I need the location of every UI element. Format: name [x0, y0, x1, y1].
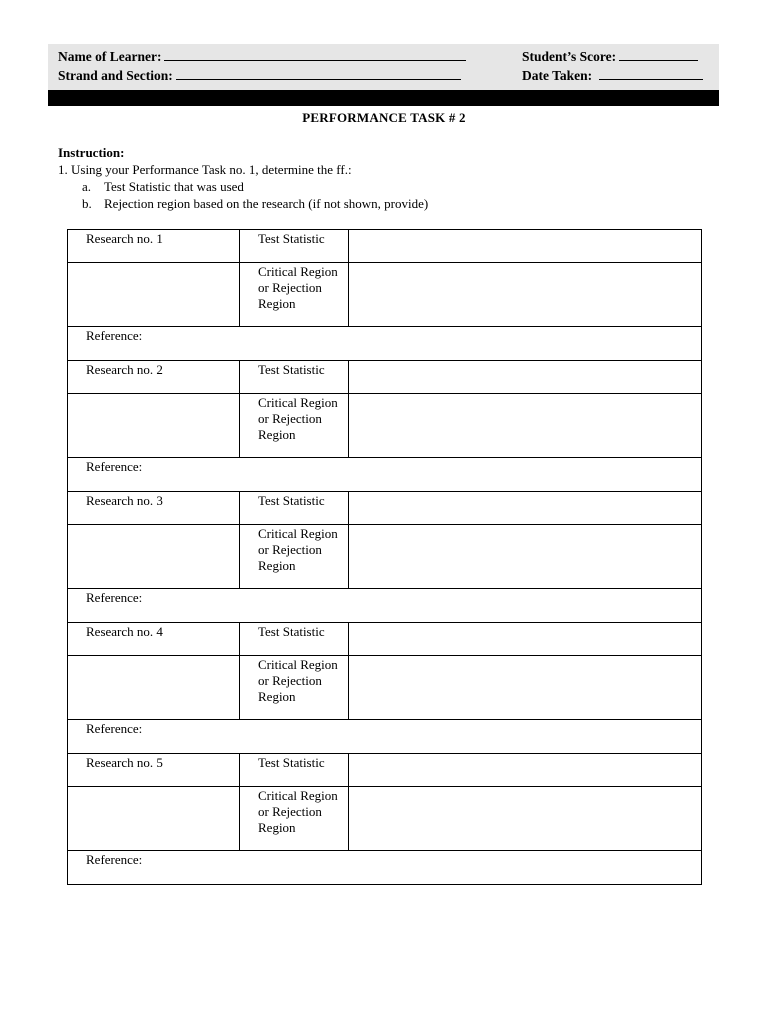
table-row [68, 525, 702, 589]
test-statistic-answer-cell[interactable] [349, 623, 702, 656]
name-of-learner-blank[interactable] [164, 47, 466, 61]
learner-info-header [48, 44, 719, 90]
research-label-cell [68, 623, 240, 656]
critical-region-label-cell [240, 263, 349, 327]
strand-section-field[interactable] [58, 66, 461, 86]
empty-cell [68, 263, 240, 327]
critical-region-label: Critical Region or Rejection Region [258, 788, 338, 835]
table-row [68, 589, 702, 623]
date-taken-field[interactable] [522, 66, 703, 86]
reference-label: Reference: [86, 721, 143, 736]
test-statistic-answer-cell[interactable] [349, 492, 702, 525]
empty-cell [68, 656, 240, 720]
table-row [68, 458, 702, 492]
research-label: Research no. 4 [86, 624, 163, 639]
table-row [68, 361, 702, 394]
table-row [68, 754, 702, 787]
test-statistic-label: Test Statistic [258, 755, 325, 770]
instruction-item-b [58, 195, 428, 212]
reference-label: Reference: [86, 328, 143, 343]
critical-region-answer-cell[interactable] [349, 394, 702, 458]
critical-region-answer-cell[interactable] [349, 525, 702, 589]
research-label: Research no. 2 [86, 362, 163, 377]
page-title: PERFORMANCE TASK # 2 [302, 110, 466, 125]
critical-region-label: Critical Region or Rejection Region [258, 264, 338, 311]
instruction-item-text: Test Statistic that was used [104, 179, 244, 194]
test-statistic-answer-cell[interactable] [349, 230, 702, 263]
critical-region-label-cell [240, 656, 349, 720]
test-statistic-answer-cell[interactable] [349, 361, 702, 394]
critical-region-label-cell [240, 525, 349, 589]
date-taken-label: Date Taken: [522, 68, 593, 83]
header-row-1 [58, 47, 719, 67]
test-statistic-label-cell [240, 754, 349, 787]
research-label: Research no. 3 [86, 493, 163, 508]
table-row [68, 263, 702, 327]
reference-label: Reference: [86, 852, 143, 867]
reference-label: Reference: [86, 590, 143, 605]
critical-region-label-cell [240, 787, 349, 851]
strand-section-label: Strand and Section: [58, 68, 173, 83]
instruction-heading: Instruction: [58, 145, 125, 160]
research-label: Research no. 5 [86, 755, 163, 770]
critical-region-answer-cell[interactable] [349, 263, 702, 327]
test-statistic-answer-cell[interactable] [349, 754, 702, 787]
table-row [68, 492, 702, 525]
test-statistic-label: Test Statistic [258, 624, 325, 639]
name-of-learner-label: Name of Learner: [58, 49, 162, 64]
students-score-blank[interactable] [619, 47, 698, 61]
critical-region-answer-cell[interactable] [349, 787, 702, 851]
critical-region-label-cell [240, 394, 349, 458]
table-row [68, 327, 702, 361]
empty-cell [68, 787, 240, 851]
header-row-2 [58, 66, 719, 86]
name-of-learner-field[interactable] [58, 47, 466, 67]
test-statistic-label-cell [240, 361, 349, 394]
test-statistic-label-cell [240, 230, 349, 263]
instruction-item-a [58, 178, 428, 195]
table-row [68, 787, 702, 851]
students-score-label: Student’s Score: [522, 49, 617, 64]
date-taken-blank[interactable] [599, 66, 703, 80]
research-label-cell [68, 361, 240, 394]
reference-cell[interactable] [68, 458, 702, 492]
empty-cell [68, 525, 240, 589]
test-statistic-label: Test Statistic [258, 493, 325, 508]
test-statistic-label: Test Statistic [258, 362, 325, 377]
performance-task-table [67, 229, 702, 885]
research-label-cell [68, 492, 240, 525]
table-row [68, 720, 702, 754]
test-statistic-label: Test Statistic [258, 231, 325, 246]
reference-cell[interactable] [68, 720, 702, 754]
critical-region-label: Critical Region or Rejection Region [258, 657, 338, 704]
reference-cell[interactable] [68, 851, 702, 885]
table-row [68, 656, 702, 720]
critical-region-answer-cell[interactable] [349, 656, 702, 720]
critical-region-label: Critical Region or Rejection Region [258, 395, 338, 442]
empty-cell [68, 394, 240, 458]
critical-region-label: Critical Region or Rejection Region [258, 526, 338, 573]
instruction-item-letter: b. [82, 196, 92, 211]
reference-cell[interactable] [68, 327, 702, 361]
students-score-field[interactable] [522, 47, 698, 67]
research-label: Research no. 1 [86, 231, 163, 246]
strand-section-blank[interactable] [176, 66, 461, 80]
reference-cell[interactable] [68, 589, 702, 623]
test-statistic-label-cell [240, 623, 349, 656]
reference-label: Reference: [86, 459, 143, 474]
instruction-line: 1. Using your Performance Task no. 1, determine the ff.: [58, 162, 352, 177]
instructions [58, 144, 428, 212]
header-divider-bar [48, 90, 719, 106]
table-row [68, 394, 702, 458]
table-row [68, 851, 702, 885]
table-row [68, 230, 702, 263]
test-statistic-label-cell [240, 492, 349, 525]
research-label-cell [68, 230, 240, 263]
table-row [68, 623, 702, 656]
research-label-cell [68, 754, 240, 787]
instruction-item-letter: a. [82, 179, 92, 194]
instruction-item-text: Rejection region based on the research (if not shown, provide) [104, 196, 429, 211]
